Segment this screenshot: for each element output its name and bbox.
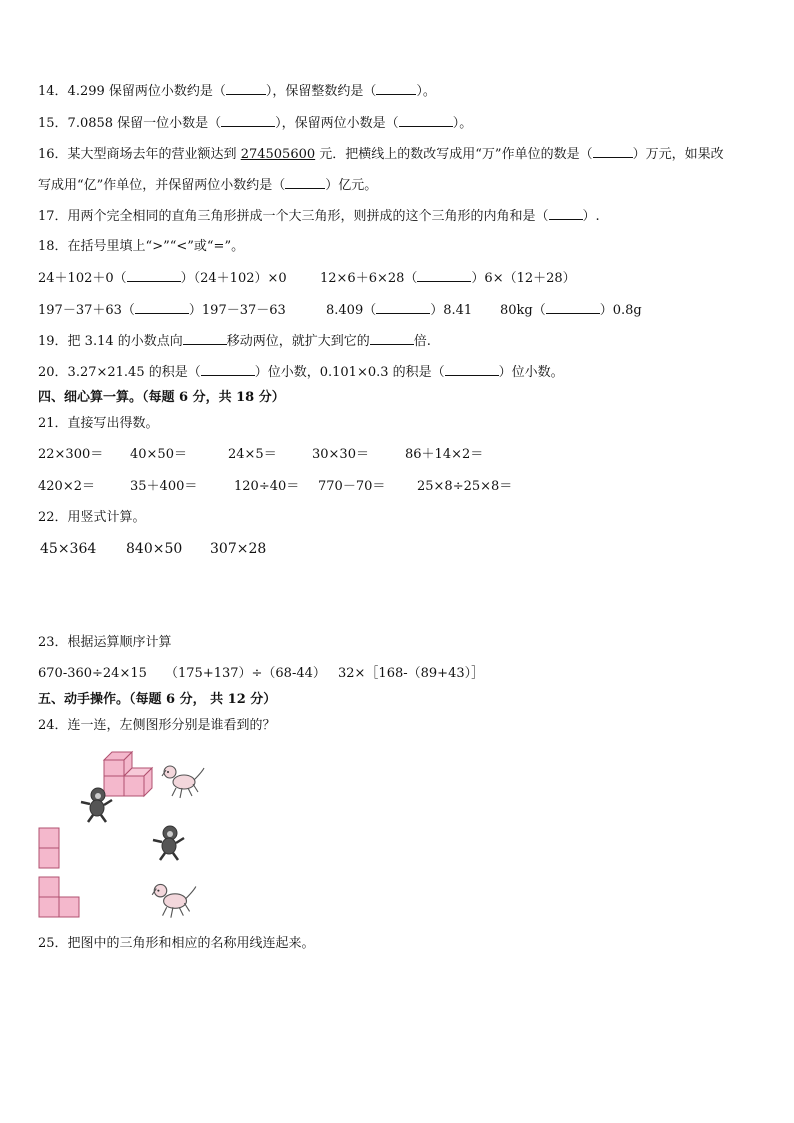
two-square-figure (38, 827, 62, 871)
question-15 (38, 114, 472, 133)
q18-row-1b (320, 269, 576, 288)
q18-r1-b: ）（24＋102）×0 (180, 271, 287, 286)
q18-r2-b: ）197－37－63 (188, 303, 286, 318)
answer-blank[interactable] (546, 301, 600, 314)
q18-r2-c: 8.409（ (326, 303, 377, 318)
answer-blank[interactable] (201, 363, 255, 376)
calc-item: 770－70＝ (318, 479, 386, 494)
answer-blank[interactable] (445, 363, 499, 376)
question-19 (38, 332, 431, 351)
q16-number: 274505600 (240, 147, 316, 162)
q16-text-line2b: ）亿元。 (325, 178, 378, 193)
q14-text-b: ），保留整数约是（ (265, 84, 377, 99)
answer-blank[interactable] (399, 114, 453, 127)
vertical-calc-item: 45×364 (40, 541, 97, 557)
q19-text-b: 移动两位，就扩大到它的 (226, 334, 370, 349)
q18-row-2c (500, 301, 642, 320)
section-4-heading: 四、细心算一算。（每题 6 分，共 18 分） (38, 390, 285, 405)
q20-text-a: 20．3.27×21.45 的积是（ (38, 365, 201, 380)
answer-blank[interactable] (285, 176, 325, 189)
monkey-icon (78, 786, 116, 824)
order-calc-item: 670-360÷24×15 (38, 666, 147, 681)
calc-item: 24×5＝ (228, 447, 277, 462)
q18-row-1 (38, 269, 287, 288)
q15-text-b: ），保留两位小数是（ (275, 116, 399, 131)
dog-icon (148, 880, 200, 920)
q18-r2-d: ）8.41 (430, 303, 473, 318)
answer-blank[interactable] (370, 332, 414, 345)
calc-item: 25×8÷25×8＝ (417, 479, 513, 494)
question-22: 22．用竖式计算。 (38, 510, 146, 525)
answer-blank[interactable] (549, 207, 583, 220)
question-25: 25．把图中的三角形和相应的名称用线连起来。 (38, 936, 315, 951)
answer-blank[interactable] (183, 332, 227, 345)
q19-text-c: 倍. (413, 334, 431, 349)
question-24: 24．连一连，左侧图形分别是谁看到的？ (38, 718, 276, 733)
calc-item: 120÷40＝ (234, 479, 300, 494)
q18-row-2 (38, 301, 286, 320)
calc-item: 30×30＝ (312, 447, 369, 462)
q20-text-c: ）位小数。 (498, 365, 564, 380)
answer-blank[interactable] (376, 82, 416, 95)
answer-blank[interactable] (226, 82, 266, 95)
q18-text: 18．在括号里填上“>”“<”或“=”。 (38, 239, 245, 254)
q16-text-a: 16．某大型商场去年的营业额达到 (38, 147, 241, 162)
q18-r1-c: 12×6＋6×28（ (320, 271, 418, 286)
answer-blank[interactable] (221, 114, 275, 127)
question-17 (38, 207, 600, 226)
question-21: 21．直接写出得数。 (38, 416, 159, 431)
order-calc-item: （175+137）÷（68-44） (165, 666, 326, 681)
calc-item: 22×300＝ (38, 447, 104, 462)
q20-text-b: ）位小数，0.101×0.3 的积是（ (254, 365, 445, 380)
section-5-heading: 五、动手操作。（每题 6 分， 共 12 分） (38, 692, 277, 707)
q18-r2-f: ）0.8g (599, 303, 642, 318)
monkey-icon (150, 824, 188, 862)
calc-item: 86＋14×2＝ (405, 447, 484, 462)
calc-item: 420×2＝ (38, 479, 95, 494)
vertical-calc-item: 840×50 (126, 541, 183, 557)
question-16-line2 (38, 176, 377, 195)
answer-blank[interactable] (593, 145, 633, 158)
answer-blank[interactable] (376, 301, 430, 314)
order-calc-item: 32×［168-（89+43）］ (338, 666, 485, 681)
answer-blank[interactable] (417, 269, 471, 282)
q15-text-c: ）。 (452, 116, 473, 131)
q16-text-b: 元．把横线上的数改写成用“万”作单位的数是（ (315, 147, 593, 162)
question-14 (38, 82, 436, 101)
vertical-calc-item: 307×28 (210, 541, 267, 557)
dog-icon (158, 762, 208, 800)
question-20 (38, 363, 564, 382)
q16-text-c: ）万元，如果改 (632, 147, 724, 162)
q17-text-a: 17．用两个完全相同的直角三角形拼成一个大三角形，则拼成的这个三角形的内角和是（ (38, 209, 549, 224)
q18-row-2b (326, 301, 472, 320)
q14-text-a: 14．4.299 保留两位小数约是（ (38, 84, 226, 99)
l-shape-figure (38, 876, 84, 922)
q14-text-c: ）。 (416, 84, 436, 99)
answer-blank[interactable] (127, 269, 181, 282)
question-16-line1 (38, 145, 724, 164)
q18-r1-a: 24＋102＋0（ (38, 271, 127, 286)
question-18 (38, 238, 244, 256)
q18-r2-a: 197－37＋63（ (38, 303, 135, 318)
q18-r1-d: ）6×（12＋28） (471, 271, 576, 286)
q18-r2-e: 80kg（ (500, 303, 546, 318)
calc-item: 40×50＝ (130, 447, 187, 462)
q15-text-a: 15．7.0858 保留一位小数是（ (38, 116, 222, 131)
q16-text-line2a: 写成用“亿”作单位，并保留两位小数约是（ (38, 178, 286, 193)
answer-blank[interactable] (135, 301, 189, 314)
question-23: 23．根据运算顺序计算 (38, 635, 172, 650)
q19-text-a: 19．把 3.14 的小数点向 (38, 334, 183, 349)
calc-item: 35＋400＝ (130, 479, 198, 494)
q17-text-b: ）. (582, 209, 600, 224)
